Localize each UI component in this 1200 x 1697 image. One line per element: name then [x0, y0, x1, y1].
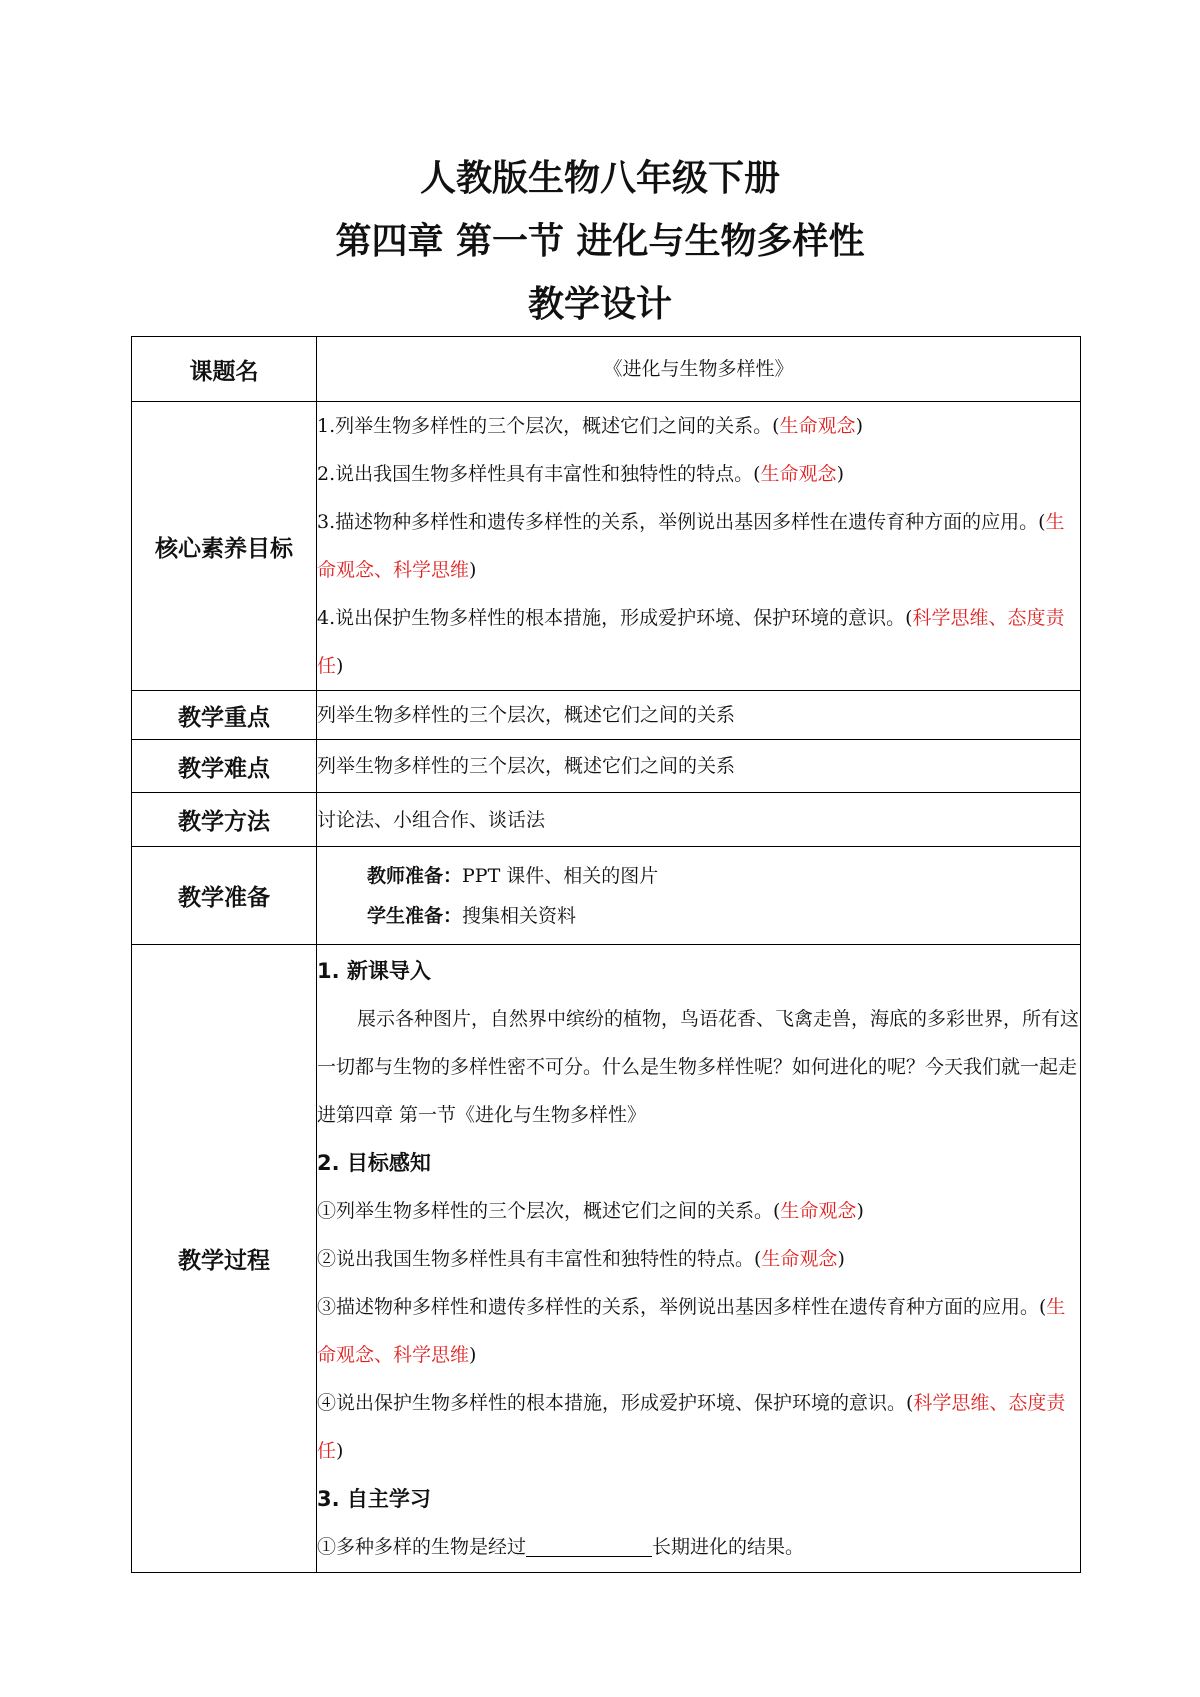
- row-prep: [132, 847, 1081, 945]
- goal-item: 1.列举生物多样性的三个层次，概述它们之间的关系。(生命观念): [317, 415, 863, 437]
- doc-subtitle: 第四章 第一节 进化与生物多样性: [335, 221, 865, 262]
- section-title: 1. 新课导入: [317, 958, 431, 983]
- goal-item: 3.描述物种多样性和遗传多样性的关系，举例说出基因多样性在遗传育种方面的应用。(生命观念、科学思维): [317, 511, 1065, 581]
- goal-item: 4.说出保护生物多样性的根本措施，形成爱护环境、保护环境的意识。(科学思维、态度责任): [317, 607, 1065, 677]
- value-topic: 《进化与生物多样性》: [317, 337, 1081, 402]
- row-process: [132, 945, 1081, 1573]
- section-paragraph: 展示各种图片，自然界中缤纷的植物，鸟语花香、飞禽走兽，海底的多彩世界，所有这一切都与生物的多样性密不可分。什么是生物多样性呢？如何进化的呢？今天我们就一起走进第四章 第一节《进化与生物多样性》: [317, 1007, 1080, 1126]
- goal-item: ①列举生物多样性的三个层次，概述它们之间的关系。(生命观念): [317, 1199, 864, 1222]
- value-difficulty: 列举生物多样性的三个层次，概述它们之间的关系: [317, 740, 1081, 793]
- value-prep: [317, 847, 1081, 945]
- value-method: 讨论法、小组合作、谈话法: [317, 793, 1081, 847]
- label-process: 教学过程: [132, 945, 317, 1573]
- row-focus: [132, 691, 1081, 740]
- row-method: [132, 793, 1081, 847]
- row-goals: [132, 402, 1081, 691]
- student-prep: 学生准备：搜集相关资料: [367, 904, 577, 927]
- row-difficulty: [132, 740, 1081, 793]
- goal-item: 2.说出我国生物多样性具有丰富性和独特性的特点。(生命观念): [317, 463, 844, 485]
- doc-heading: 教学设计: [527, 284, 672, 325]
- teacher-prep: 教师准备：PPT 课件、相关的图片: [367, 864, 659, 887]
- doc-title: 人教版生物八年级下册: [419, 158, 780, 199]
- label-topic: 课题名: [132, 337, 317, 402]
- label-goals: 核心素养目标: [132, 402, 317, 691]
- label-prep: 教学准备: [132, 847, 317, 945]
- goal-item: ③描述物种多样性和遗传多样性的关系，举例说出基因多样性在遗传育种方面的应用。(生命观念、科学思维): [317, 1295, 1066, 1366]
- value-process: [317, 945, 1081, 1573]
- row-topic: [132, 337, 1081, 402]
- value-goals: [317, 402, 1081, 691]
- label-method: 教学方法: [132, 793, 317, 847]
- goal-item: ②说出我国生物多样性具有丰富性和独特性的特点。(生命观念): [317, 1247, 845, 1270]
- section-title: 2. 目标感知: [317, 1150, 431, 1175]
- section-title: 3. 自主学习: [317, 1486, 431, 1511]
- goal-item: ④说出保护生物多样性的根本措施，形成爱护环境、保护环境的意识。(科学思维、态度责任): [317, 1391, 1066, 1462]
- lesson-plan-table: [131, 336, 1081, 1573]
- label-difficulty: 教学难点: [132, 740, 317, 793]
- label-focus: 教学重点: [132, 691, 317, 740]
- study-question: ①多种多样的生物是经过 长期进化的结果。: [317, 1535, 805, 1558]
- value-focus: 列举生物多样性的三个层次，概述它们之间的关系: [317, 691, 1081, 740]
- answer-blank: [526, 1534, 652, 1557]
